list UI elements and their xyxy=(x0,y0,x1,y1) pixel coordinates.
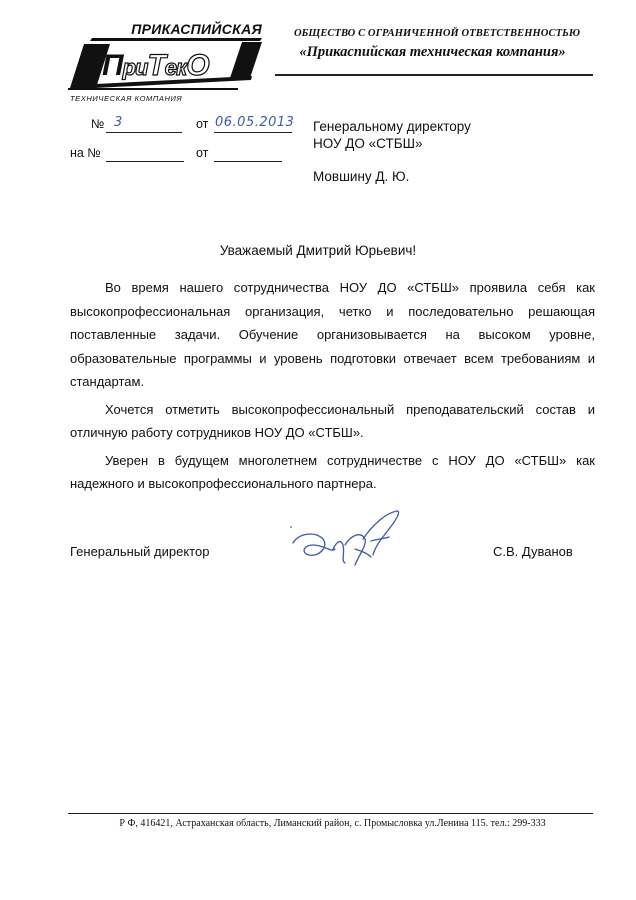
body-paragraph: Уверен в будущем многолетнем сотрудничестве с НОУ ДО «СТБШ» как надежного и высокопрофессионального партнера. xyxy=(70,452,595,491)
number-label: № xyxy=(91,117,105,131)
date-value: 06.05.2013 xyxy=(215,115,295,130)
logo-letter: ек xyxy=(164,55,187,80)
company-logo xyxy=(66,21,262,103)
addressee-position: Генеральному директору xyxy=(313,119,471,134)
letter-body xyxy=(70,276,595,496)
logo-letter: Т xyxy=(147,49,165,82)
number-value: 3 xyxy=(114,115,123,130)
logo-letter: ри xyxy=(122,55,148,80)
signatory-title: Генеральный директор xyxy=(70,544,210,559)
reply-date-label: от xyxy=(196,146,209,160)
addressee-name: Мовшину Д. Ю. xyxy=(313,169,410,184)
salutation: Уважаемый Дмитрий Юрьевич! xyxy=(219,243,417,258)
logo-bottom-text: ТЕХНИЧЕСКАЯ КОМПАНИЯ xyxy=(70,94,183,103)
footer-divider xyxy=(68,813,593,814)
logo-top-text: ПРИКАСПИЙСКАЯ xyxy=(131,21,262,37)
reply-date-field xyxy=(214,146,282,162)
number-field xyxy=(106,117,182,133)
logo-letter: О xyxy=(186,49,209,82)
date-label: от xyxy=(196,117,209,131)
date-field xyxy=(214,115,295,133)
addressee-organization: НОУ ДО «СТБШ» xyxy=(313,136,423,151)
company-name: «Прикаспийская техническая компания» xyxy=(299,44,566,60)
footer-address: Р Ф, 416421, Астраханская область, Лиманский район, с. Промысловка ул.Ленина 115. тел.: 299-333 xyxy=(119,818,546,829)
letterhead-divider xyxy=(275,74,593,76)
body-paragraph: Хочется отметить высокопрофессиональный преподавательский состав и отличную работу сотрудников НОУ ДО «СТБШ». xyxy=(70,401,595,440)
handwritten-signature xyxy=(285,505,415,575)
signatory-name: С.В. Дуванов xyxy=(493,544,573,559)
reply-number-field xyxy=(106,146,184,162)
body-paragraph: Во время нашего сотрудничества НОУ ДО «СТБШ» проявила себя как высокопрофессиональная организация, четко и последовательно решающая поставленные задачи. Обучение организовывается на высоком уровне, образовательные программы и уровень подготовки отвечает всем требованиям и стандартам. xyxy=(70,280,595,389)
logo-letter: П xyxy=(102,49,123,82)
reply-number-label: на № xyxy=(70,146,101,160)
company-legal-form: ОБЩЕСТВО С ОГРАНИЧЕННОЙ ОТВЕТСТВЕННОСТЬЮ xyxy=(293,28,581,39)
